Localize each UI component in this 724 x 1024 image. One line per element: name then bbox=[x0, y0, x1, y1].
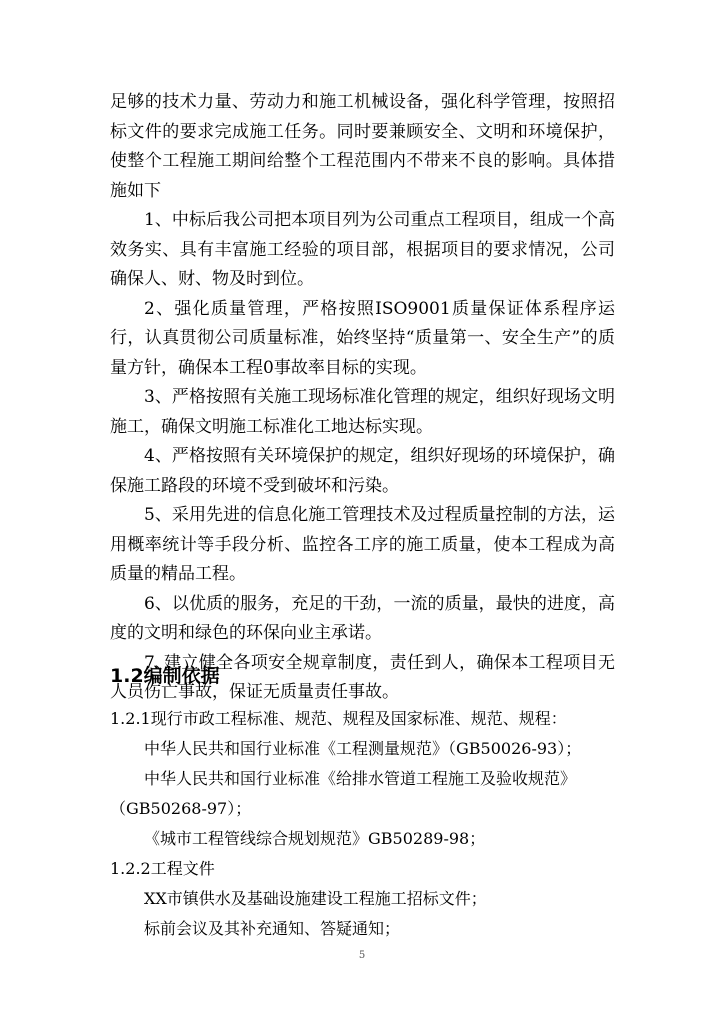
measure-item-3: 3、严格按照有关施工现场标准化管理的规定，组织好现场文明施工，确保文明施工标准化工地达标实现。 bbox=[110, 387, 615, 437]
measure-item-6: 6、以优质的服务，充足的干劲，一流的质量，最快的进度，高度的文明和绿色的环保向业主承诺。 bbox=[110, 593, 615, 643]
basis-item: 中华人民共和国行业标准《工程测量规范》（GB50026-93）； bbox=[144, 739, 582, 758]
page-number: 5 bbox=[358, 950, 366, 961]
measure-item-4: 4、严格按照有关环境保护的规定，组织好现场的环境保护，确保施工路段的环境不受到破坏和污染。 bbox=[110, 446, 615, 496]
section-heading: 1.2编制依据 bbox=[110, 665, 220, 687]
measure-item-7: 7､建立健全各项安全规章制度，责任到人，确保本工程项目无人员伤亡事故，保证无质量责任事故。 bbox=[110, 652, 615, 702]
basis-subheading-documents: 1.2.2工程文件 bbox=[110, 859, 215, 878]
basis-item: XX市镇供水及基础设施建设工程施工招标文件； bbox=[144, 889, 487, 908]
basis-subheading-standards: 1.2.1现行市政工程标准、规范、规程及国家标准、规范、规程： bbox=[110, 709, 567, 728]
measures-text-block bbox=[110, 88, 615, 708]
intro-paragraph: 足够的技术力量、劳动力和施工机械设备，强化科学管理，按照招标文件的要求完成施工任务。同时要兼顾安全、文明和环境保护，使整个工程施工期间给整个工程范围内不带来不良的影响。具体措施如下 bbox=[110, 92, 615, 201]
basis-item: 《城市工程管线综合规划规范》GB50289-98； bbox=[144, 829, 486, 848]
basis-item: 中华人民共和国行业标准《给排水管道工程施工及验收规范》 bbox=[144, 769, 577, 788]
measure-item-2: 2、强化质量管理，严格按照ISO9001质量保证体系程序运行，认真贯彻公司质量标准，始终坚持“质量第一、安全生产”的质量方针，确保本工程0事故率目标的实现。 bbox=[110, 298, 615, 378]
basis-item: 标前会议及其补充通知、答疑通知； bbox=[144, 919, 401, 938]
compilation-basis-list bbox=[110, 704, 615, 944]
measure-item-1: 1、中标后我公司把本项目列为公司重点工程项目，组成一个高效务实、具有丰富施工经验的项目部，根据项目的要求情况，公司确保人、财、物及时到位。 bbox=[110, 210, 615, 289]
measure-item-5: 5、采用先进的信息化施工管理技术及过程质量控制的方法，运用概率统计等手段分析、监控各工序的施工质量，使本工程成为高质量的精品工程。 bbox=[110, 505, 615, 584]
basis-item-continuation: （GB50268-97）； bbox=[110, 799, 252, 818]
